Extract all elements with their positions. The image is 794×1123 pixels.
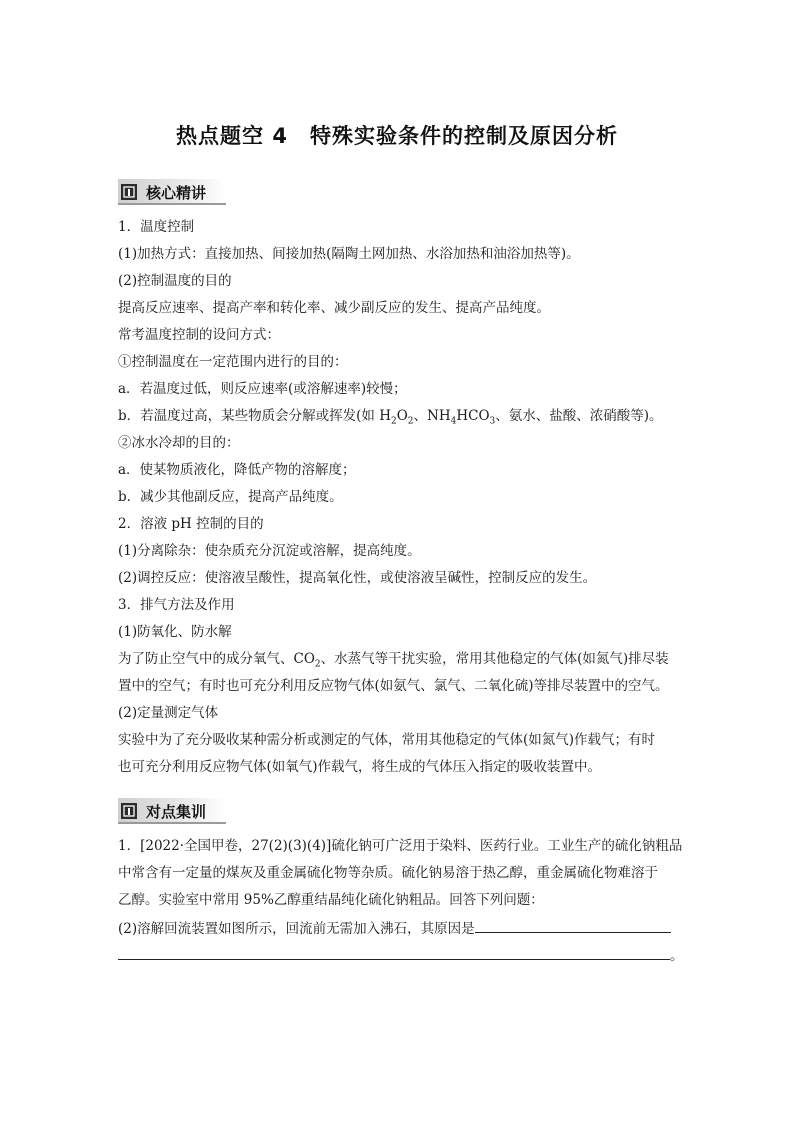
paragraph: ②冰水冷却的目的： [118, 435, 240, 451]
paragraph: a．使某物质液化，降低产物的溶解度； [118, 462, 356, 478]
core-content [118, 214, 678, 781]
question-answer-line [118, 941, 684, 968]
page-title [0, 120, 794, 150]
heading-ph: 2．溶液 pH 控制的目的 [118, 516, 264, 532]
answer-end-mark: 。 [670, 948, 684, 964]
paragraph: (2)控制温度的目的 [118, 273, 232, 289]
heading-exhaust: 3．排气方法及作用 [118, 597, 235, 613]
answer-blank[interactable] [475, 914, 671, 933]
section-marker-icon [121, 184, 137, 200]
question-text: 乙醇。实验室中常用 95%乙醇重结晶纯化硫化钠粗品。回答下列问题： [118, 892, 544, 908]
paragraph: (2)定量测定气体 [118, 705, 219, 721]
paragraph: 置中的空气；有时也可充分利用反应物气体(如氨气、氯气、二氧化硫)等排尽装置中的空气。 [118, 678, 669, 694]
paragraph-formula: 为了防止空气中的成分氧气、$CO_2$、水蒸气等干扰实验，常用其他稳定的气体(如氮气)排尽装 [118, 651, 669, 670]
paragraph: (1)分离除杂：使杂质充分沉淀或溶解，提高纯度。 [118, 543, 421, 559]
paragraph: 提高反应速率、提高产率和转化率、减少副反应的发生、提高产品纯度。 [118, 300, 550, 316]
paragraph: 实验中为了充分吸收某种需分析或测定的气体，常用其他稳定的气体(如氮气)作载气；有时 [118, 732, 656, 748]
heading-temperature: 1．温度控制 [118, 219, 195, 235]
paragraph: b．减少其他副反应，提高产品纯度。 [118, 489, 343, 505]
section-label: 对点集训 [146, 802, 207, 821]
section-label: 核心精讲 [146, 183, 207, 202]
paragraph: (2)调控反应：使溶液呈酸性，提高氧化性，或使溶液呈碱性，控制反应的发生。 [118, 570, 597, 586]
question-subpart [118, 914, 678, 941]
section-header-practice [118, 798, 226, 824]
title-part-number: 热点题空 4 [176, 124, 288, 148]
answer-blank[interactable] [118, 941, 670, 960]
title-part-topic: 特殊实验条件的控制及原因分析 [309, 124, 618, 148]
paragraph: ①控制温度在一定范围内进行的目的： [118, 354, 348, 370]
paragraph: a．若温度过低，则反应速率(或溶解速率)较慢； [118, 381, 407, 397]
paragraph: (1)防氧化、防水解 [118, 624, 232, 640]
question-prompt: (2)溶解回流装置如图所示，回流前无需加入沸石，其原因是 [118, 921, 475, 937]
question-text: 中常含有一定量的煤灰及重金属硫化物等杂质。硫化钠易溶于热乙醇，重金属硫化物难溶于 [118, 865, 658, 881]
section-header-core [118, 179, 226, 205]
question-text: 1．[2022·全国甲卷，27(2)(3)(4)]硫化钠可广泛用于染料、医药行业。工业生产的硫化钠粗品 [118, 838, 683, 854]
paragraph: (1)加热方式：直接加热、间接加热(隔陶土网加热、水浴加热和油浴加热等)。 [118, 246, 580, 262]
section-marker-icon [121, 803, 137, 819]
practice-content [118, 833, 684, 968]
paragraph: 也可充分利用反应物气体(如氧气)作载气，将生成的气体压入指定的吸收装置中。 [118, 759, 602, 775]
paragraph: 常考温度控制的设问方式： [118, 327, 280, 343]
paragraph-formula: b．若温度过高，某些物质会分解或挥发(如 $H_2O_2$、$NH_4HCO_3$、氨水、盐酸、浓硝酸等)。 [118, 408, 663, 427]
